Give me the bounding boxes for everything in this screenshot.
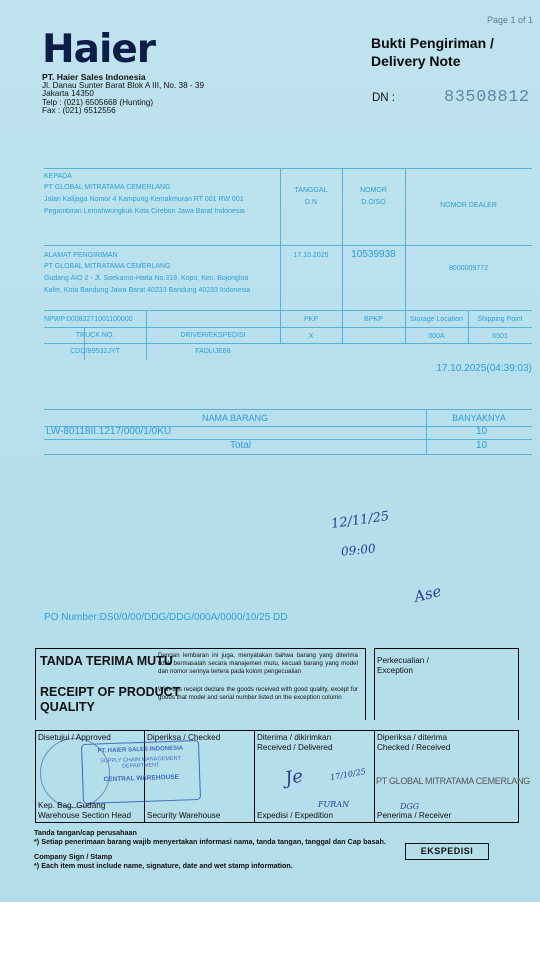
receiver-stamp: PT GLOBAL MITRATAMA CEMERLANG (376, 776, 530, 786)
sign-received-2: Checked / Received (377, 743, 451, 752)
sign-foot-2: Security Warehouse (147, 811, 221, 820)
dealer-number: 8000009772 (449, 265, 488, 272)
receipt-text-en: With this receipt declare the goods received with good quality, except for goods that model and serial number listed on the exception column (158, 686, 358, 701)
receiver-hand-dgg: DGG (400, 802, 420, 811)
shipping-name: PT GLOBAL MITRATAMA CEMERLANG (44, 263, 171, 270)
footer-notes (34, 828, 414, 870)
shipping-address-2: Kaler, Kota Bandung Jawa Barat 40233 Bandung 40233 Indonesia (44, 287, 251, 294)
sign-received-1: Diperiksa / diterima (377, 733, 448, 742)
signature-scribble (40, 738, 110, 808)
h-storage: Storage Location (410, 316, 463, 323)
sign-delivered-1: Diterima / dikirimkan (257, 733, 332, 742)
page-number: Page 1 of 1 (487, 15, 534, 25)
h-truck: TRUCK NO. (75, 332, 115, 339)
company-name: PT. Haier Sales Indonesia (42, 72, 146, 82)
sign-foot-1a: Kep. Bag. Gudang (38, 801, 106, 810)
sign-approved: Disetujui / Approved (38, 733, 111, 742)
dn-date: 17.10.2025 (293, 252, 329, 259)
expedition-hand-time: 17/10/25 (329, 766, 367, 783)
col-tanggal-sub: D.N (304, 199, 318, 206)
exception-label: Perkecualian / Exception (377, 656, 429, 675)
col-tanggal (280, 186, 342, 207)
driver-name: FADLIJE88 (195, 348, 231, 355)
h-driver: DRIVER/EKSPEDISI (180, 332, 246, 339)
footer-company-sign: Tanda tangan/cap perusahaan (34, 828, 137, 837)
receipt-label-en-2: QUALITY (40, 700, 95, 714)
shipping-label: ALAMAT PENGIRIMAN (44, 252, 118, 259)
items-header-qty: BANYAKNYA (452, 413, 506, 423)
order-number: 10539938 (351, 249, 396, 260)
haier-logo: Haier (42, 27, 156, 72)
sign-foot-4: Penerima / Receiver (377, 811, 452, 820)
dn-label: DN : (372, 92, 395, 104)
receipt-label-en-1: RECEIPT OF PRODUCT (40, 685, 181, 699)
expedition-signature: Je (283, 765, 305, 790)
footer-note-id: *) Setiap penerimaan barang wajib menyertakan informasi nama, tanda tangan, tanggal dan Cap basah. (34, 837, 386, 846)
dn-number: 83508812 (444, 88, 530, 107)
company-info (42, 73, 204, 116)
consignee-address-2: Pegambiran Lemahwungkuk Kota Cirebon Jawa Barat Indonesia (44, 208, 245, 215)
col-tanggal-label: TANGGAL (294, 187, 328, 194)
col-nomor-label: NOMOR (360, 187, 387, 194)
h-pkp: PKP (303, 316, 318, 323)
npwp: NPWP:00083271001100000 (44, 316, 133, 323)
footer-note-en: *) Each item must include name, signature, date and wet stamp information. (34, 861, 293, 870)
print-timestamp: 17.10.2025(04:39:03) (436, 363, 532, 374)
expedition-hand-name: FURAN (318, 800, 350, 809)
pkp-mark: X (308, 333, 314, 340)
receipt-text-id: Dengan lembaran ini juga, menyatakan bahwa barang yang diterima tidak bermasalah secara manajemen mutu, kecuali barang yang model dan nomor serinya tertera pada kolom pengecualian (158, 652, 358, 675)
total-qty: 10 (476, 440, 488, 451)
stamp-line-3: CENTRAL WAREHOUSE (103, 773, 179, 784)
title-line-2: Delivery Note (371, 53, 461, 69)
h-shipping: Shipping Point (477, 316, 523, 323)
item-qty: 10 (476, 426, 488, 437)
sign-delivered-2: Received / Delivered (257, 743, 333, 752)
copy-label-ekspedisi: EKSPEDISI (405, 843, 489, 860)
handwritten-signature: Ase (412, 581, 444, 607)
title-line-1: Bukti Pengiriman / (371, 35, 494, 51)
po-number: PO Number:DS0/0/00/DDG/DDG/000A/0000/10/25 DD (44, 612, 288, 623)
items-header-name: NAMA BARANG (201, 413, 268, 423)
truck-number: CDD/B9532JYT (70, 348, 120, 355)
sign-foot-1b: Warehouse Section Head (38, 811, 131, 820)
total-label: Total (230, 440, 252, 451)
col-dealer: NOMOR DEALER (440, 202, 497, 209)
consignee-name: PT GLOBAL MITRATAMA CEMERLANG (44, 184, 171, 191)
receipt-label-id: TANDA TERIMA MUTU (40, 654, 173, 668)
h-bpkp: BPKP (364, 316, 383, 323)
document-title (371, 34, 494, 70)
company-address-2: Jakarta 14350 (42, 89, 94, 99)
handwritten-date: 12/11/25 (330, 509, 391, 532)
company-telp: Telp : (021) 6505668 (Hunting) (42, 97, 154, 107)
kepada-label: KEPADA (44, 173, 72, 180)
handwritten-time: 09:00 (340, 541, 377, 559)
col-nomor (342, 186, 405, 207)
shipping-block (44, 251, 280, 295)
item-name: LW-80118II.1217/000/1/0KU (46, 426, 172, 437)
sign-checked: Diperiksa / Checked (147, 733, 221, 742)
storage-location: 000A (428, 333, 445, 340)
company-fax: Fax : (021) 6512556 (42, 106, 116, 116)
stamp-line-2: SUPPLY CHAIN MANAGEMENT DEPARTMENT (100, 755, 182, 770)
company-address-1: Jl. Danau Sunter Barat Blok A III, No. 38 - 39 (42, 80, 205, 90)
shipping-address-1: Gudang AIO 2 - Jl. Soekarno-Hatta No.319, Kopo, Kec. Bojongloa (44, 275, 249, 282)
consignee-block (44, 172, 280, 216)
footer-company-sign-en: Company Sign / Stamp (34, 852, 113, 861)
consignee-address-1: Jalan Kalijaga Nomor 4 Kampung Kemakmuran RT 001 RW 001 (44, 196, 244, 203)
sign-foot-3: Expedisi / Expedition (257, 811, 334, 820)
shipping-point: 6501 (492, 333, 508, 340)
stamp-line-1: PT. HAIER SALES INDONESIA (97, 745, 184, 755)
col-nomor-sub: D.O/SO (361, 199, 386, 206)
